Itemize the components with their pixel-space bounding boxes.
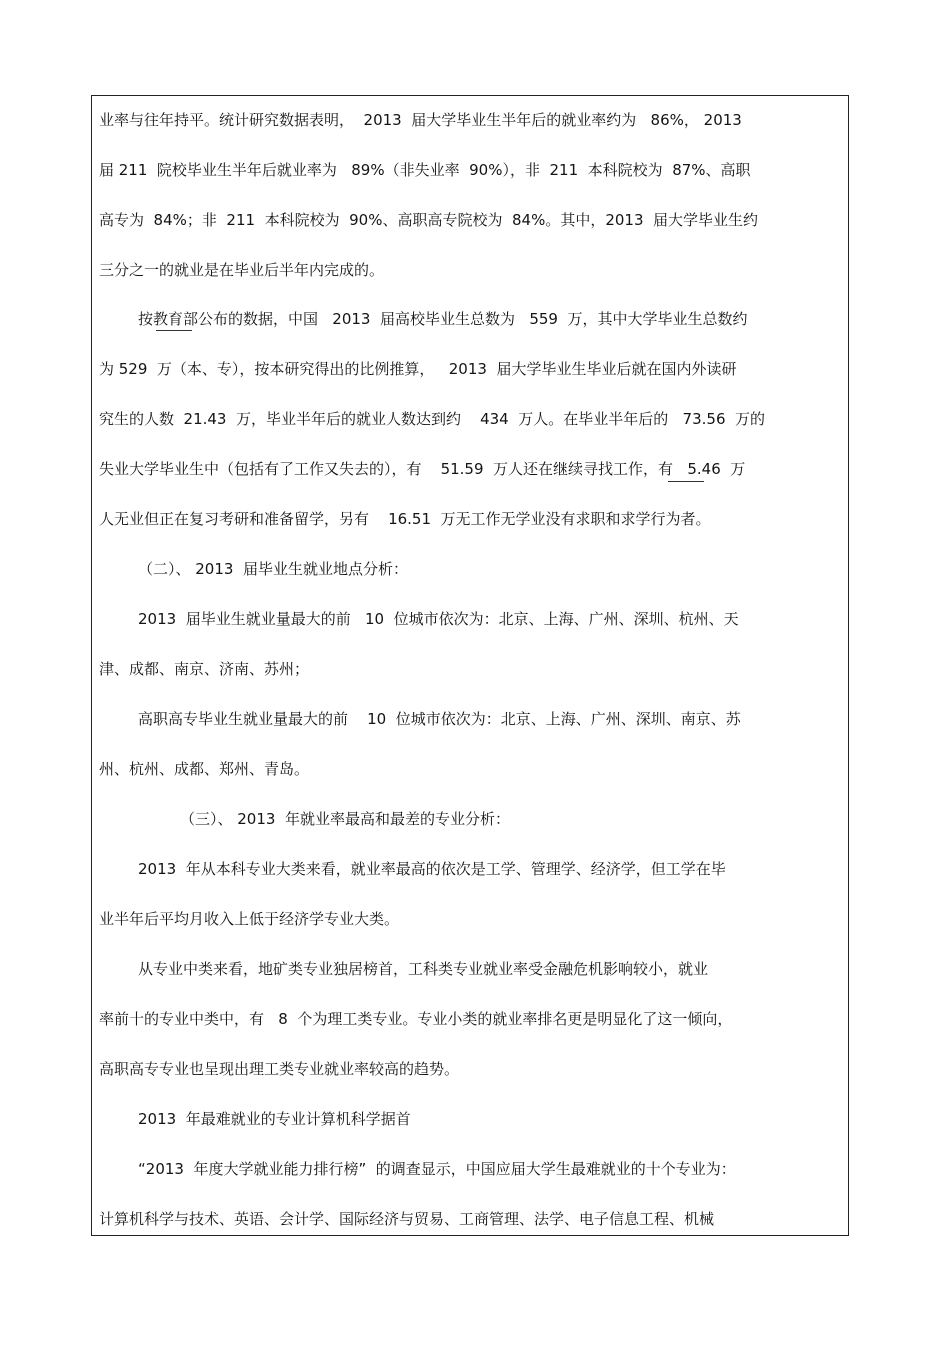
text-line: 2013 年最难就业的专业计算机科学据首 <box>138 1110 411 1128</box>
text-line: 究生的人数 21.43 万，毕业半年后的就业人数达到约 434 万人。在毕业半年后的 73.56 万的 <box>99 410 766 428</box>
text-line: 届 211 院校毕业生半年后就业率为 89%（非失业率 90%），非 211 本科院校为 87%、高职 <box>99 161 751 179</box>
text-line: 为 529 万（本、专），按本研究得出的比例推算， 2013 届大学毕业生毕业后就在国内外读研 <box>99 360 737 378</box>
text-line: 从专业中类来看，地矿类专业独居榜首，工科类专业就业率受金融危机影响较小，就业 <box>138 960 709 978</box>
text-line: 2013 届毕业生就业量最大的前 10 位城市依次为：北京、上海、广州、深圳、杭州、天 <box>138 610 739 628</box>
underline-mark <box>156 330 192 331</box>
text-line: 业率与往年持平。统计研究数据表明， 2013 届大学毕业生半年后的就业率约为 86%， 2013 <box>99 111 742 129</box>
section-heading: （二）、 2013 届毕业生就业地点分析： <box>138 560 408 578</box>
text-line: 津、成都、南京、济南、苏州； <box>99 660 310 678</box>
text-line: 业半年后平均月收入上低于经济学专业大类。 <box>99 910 400 928</box>
text-line: 州、杭州、成都、郑州、青岛。 <box>99 760 310 778</box>
text-line: 三分之一的就业是在毕业后半年内完成的。 <box>99 261 385 279</box>
text-line: 计算机科学与技术、英语、会计学、国际经济与贸易、工商管理、法学、电子信息工程、机械 <box>99 1210 715 1228</box>
text-line: 失业大学毕业生中（包括有了工作又失去的），有 51.59 万人还在继续寻找工作，有 5.46 万 <box>99 460 746 478</box>
underline-mark <box>668 481 704 482</box>
section-heading: （三）、 2013 年就业率最高和最差的专业分析： <box>180 810 510 828</box>
text-line: “2013 年度大学就业能力排行榜” 的调查显示，中国应届大学生最难就业的十个专业为： <box>138 1160 736 1178</box>
text-line: 高职高专毕业生就业量最大的前 10 位城市依次为：北京、上海、广州、深圳、南京、苏 <box>138 710 741 728</box>
text-line: 人无业但正在复习考研和准备留学，另有 16.51 万无工作无学业没有求职和求学行为者。 <box>99 510 711 528</box>
text-line: 率前十的专业中类中，有 8 个为理工类专业。专业小类的就业率排名更是明显化了这一倾向， <box>99 1010 733 1028</box>
text-line: 高专为 84%；非 211 本科院校为 90%、高职高专院校为 84%。其中，2013 届大学毕业生约 <box>99 211 759 229</box>
text-line: 按教育部公布的数据，中国 2013 届高校毕业生总数为 559 万，其中大学毕业生总数约 <box>138 310 748 328</box>
text-line: 2013 年从本科专业大类来看，就业率最高的依次是工学、管理学、经济学，但工学在毕 <box>138 860 726 878</box>
text-line: 高职高专专业也呈现出理工类专业就业率较高的趋势。 <box>99 1060 460 1078</box>
